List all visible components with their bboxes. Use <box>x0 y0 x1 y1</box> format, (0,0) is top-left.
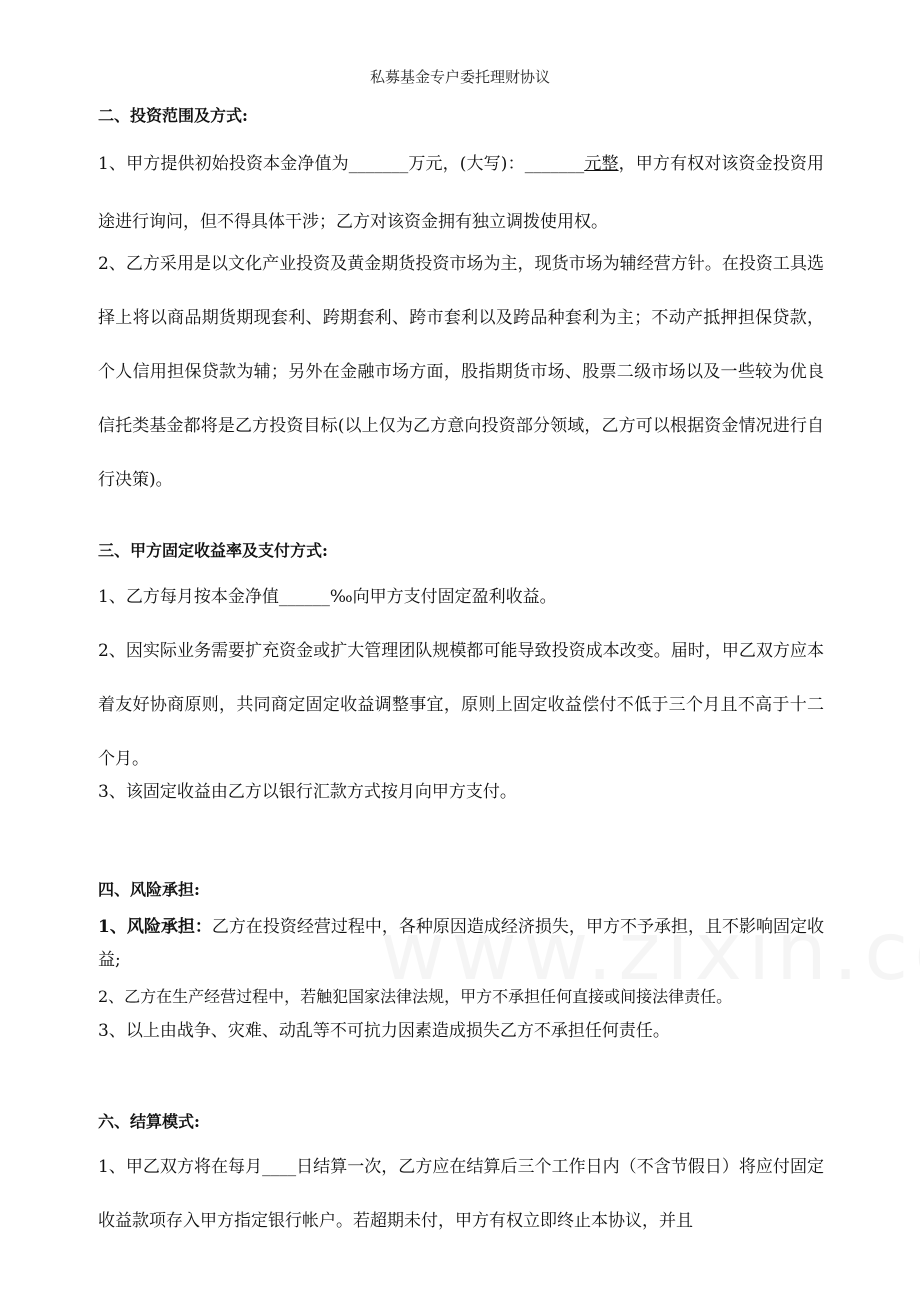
amount-blank: _______ <box>348 154 409 174</box>
section-heading-6: 六、结算模式: <box>98 1112 200 1131</box>
risk-label: 1、风险承担： <box>98 917 212 937</box>
section-heading-3: 三、甲方固定收益率及支付方式: <box>98 541 328 560</box>
text-span: 乙方在投资经营过程中，各种原因造成经济损失，甲方不予承担，且不影响固定收益; <box>98 917 824 970</box>
section-3-paragraph-3: 3、该固定收益由乙方以银行汇款方式按月向甲方支付。 <box>98 782 517 802</box>
section-3-paragraph-2: 2、因实际业务需要扩充资金或扩大管理团队规模都可能导致投资成本改变。届时，甲乙双方应本着友好协商原则，共同商定固定收益调整事宜，原则上固定收益偿付不低于三个月且不高于十二个月。 <box>98 641 824 769</box>
section-heading-2: 二、投资范围及方式: <box>98 106 248 125</box>
section-4-paragraph-2: 2、乙方在生产经营过程中，若触犯国家法律法规，甲方不承担任何直接或间接法律责任。 <box>98 987 733 1006</box>
section-2-paragraph-1 <box>98 135 824 251</box>
section-2-paragraph-2: 2、乙方采用是以文化产业投资及黄金期货投资市场为主，现货市场为辅经营方针。在投资工具选择上将以商品期货期现套利、跨期套利、跨市套利以及跨品种套利为主；不动产抵押担保贷款，个人信用担保贷款为辅；另外在金融市场方面，股指期货市场、股票二级市场以及一些较为优良信托类基金都将是乙方投资目标(以上仅为乙方意向投资部分领域，乙方可以根据资金情况进行自行决策)。 <box>98 254 824 490</box>
section-heading-4: 四、风险承担: <box>98 880 200 899</box>
text-span: 日结算一次，乙方应在结算后三个工作日内（不含节假日）将应付固定收益款项存入甲方指定银行帐户。若超期未付，甲方有权立即终止本协议，并且 <box>98 1157 824 1231</box>
yuan-zheng: 元整 <box>584 154 619 174</box>
section-4-paragraph-1 <box>98 911 824 977</box>
section-4-paragraph-3: 3、以上由战争、灾难、动乱等不可抗力因素造成损失乙方不承担任何责任。 <box>98 1021 670 1041</box>
text-span: 万元，(大写)： <box>408 154 525 174</box>
day-blank: ____ <box>262 1157 297 1177</box>
text-span: 1、甲方提供初始投资本金净值为 <box>98 154 349 174</box>
amount-words-blank: _______ <box>524 154 585 174</box>
text-span: ，甲方有权对该资金投资用途进行询问，但不得具体干涉；乙方对该资金拥有独立调拨使用权。 <box>98 154 825 232</box>
section-6-paragraph-1 <box>98 1140 824 1248</box>
text-span: 1、甲乙双方将在每月 <box>98 1157 263 1177</box>
section-3-paragraph-1: 1、乙方每月按本金净值______‰向甲方支付固定盈利收益。 <box>98 587 557 607</box>
page-title: 私募基金专户委托理财协议 <box>369 68 550 86</box>
